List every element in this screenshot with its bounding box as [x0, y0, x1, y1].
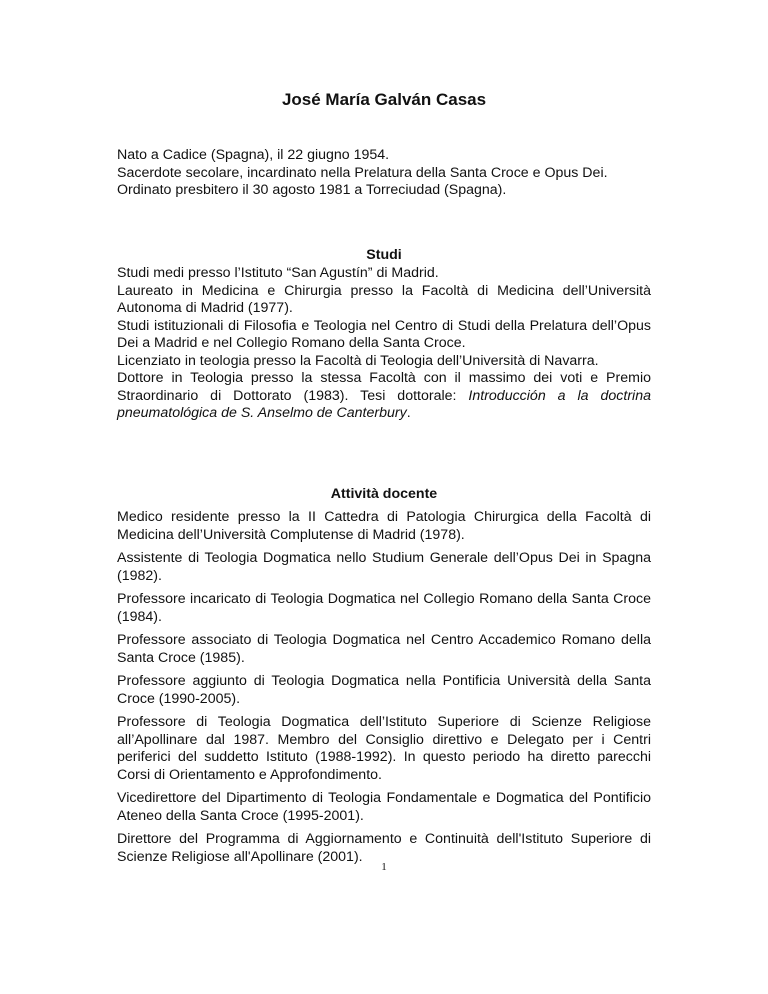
birth-line: Nato a Cadice (Spagna), il 22 giugno 1954. [117, 147, 390, 163]
studi-section [117, 265, 651, 423]
studi-item-thesis [117, 370, 651, 423]
attivita-item: Professore incaricato di Teologia Dogmatica nel Collegio Romano della Santa Croce (1984). [117, 591, 651, 625]
attivita-heading: Attività docente [330, 486, 438, 502]
attivita-item: Professore di Teologia Dogmatica dell’Istituto Superiore di Scienze Religiose all’Apollinare dal 1987. Membro del Consiglio direttivo e Delegato per i Centri periferici del suddetto Istituto (1988-1992). In questo periodo ha diretto parecchi Corsi di Orientamento e Approfondimento. [117, 714, 651, 783]
thesis-title: Introducción a la doctrina pneumatológica de S. Anselmo de Canterbury [117, 387, 651, 421]
attivita-item: Medico residente presso la II Cattedra di Patologia Chirurgica della Facoltà di Medicina dell’Università Complutense di Madrid (1978). [117, 509, 651, 543]
ordination-line: Ordinato presbitero il 30 agosto 1981 a Torreciudad (Spagna). [117, 182, 507, 198]
page-number: 1 [381, 861, 387, 873]
thesis-end: . [406, 405, 411, 421]
priest-line: Sacerdote secolare, incardinato nella Prelatura della Santa Croce e Opus Dei. [117, 164, 608, 181]
studi-item: Laureato in Medicina e Chirurgia presso la Facoltà di Medicina dell’Università Autonoma di Madrid (1977). [117, 282, 651, 316]
doctorate-text: Dottore in Teologia presso la stessa Facoltà con il massimo dei voti e Premio Straordinario di Dottorato (1983). Tesi dottorale: [117, 370, 651, 404]
intro-section [117, 147, 651, 200]
studi-heading: Studi [366, 247, 402, 263]
studi-item: Studi medi presso l’Istituto “San Agustín” di Madrid. [117, 265, 439, 281]
attivita-item: Assistente di Teologia Dogmatica nello Studium Generale dell’Opus Dei in Spagna (1982). [117, 550, 651, 584]
studi-item: Licenziato in teologia presso la Facoltà di Teologia dell’Università di Navarra. [117, 352, 599, 369]
attivita-item: Direttore del Programma di Aggiornamento e Continuità dell'Istituto Superiore di Scienze Religiose all'Apollinare (2001). [117, 831, 651, 865]
attivita-item: Professore aggiunto di Teologia Dogmatica nella Pontificia Università della Santa Croce (1990-2005). [117, 673, 651, 707]
attivita-item: Vicedirettore del Dipartimento di Teologia Fondamentale e Dogmatica del Pontificio Ateneo della Santa Croce (1995-2001). [117, 790, 651, 824]
attivita-section [117, 509, 651, 872]
attivita-item: Professore associato di Teologia Dogmatica nel Centro Accademico Romano della Santa Croce (1985). [117, 632, 651, 666]
studi-item: Studi istituzionali di Filosofia e Teologia nel Centro di Studi della Prelatura dell’Opus Dei a Madrid e nel Collegio Romano della Santa Croce. [117, 317, 651, 351]
page-title: José María Galván Casas [281, 90, 487, 109]
